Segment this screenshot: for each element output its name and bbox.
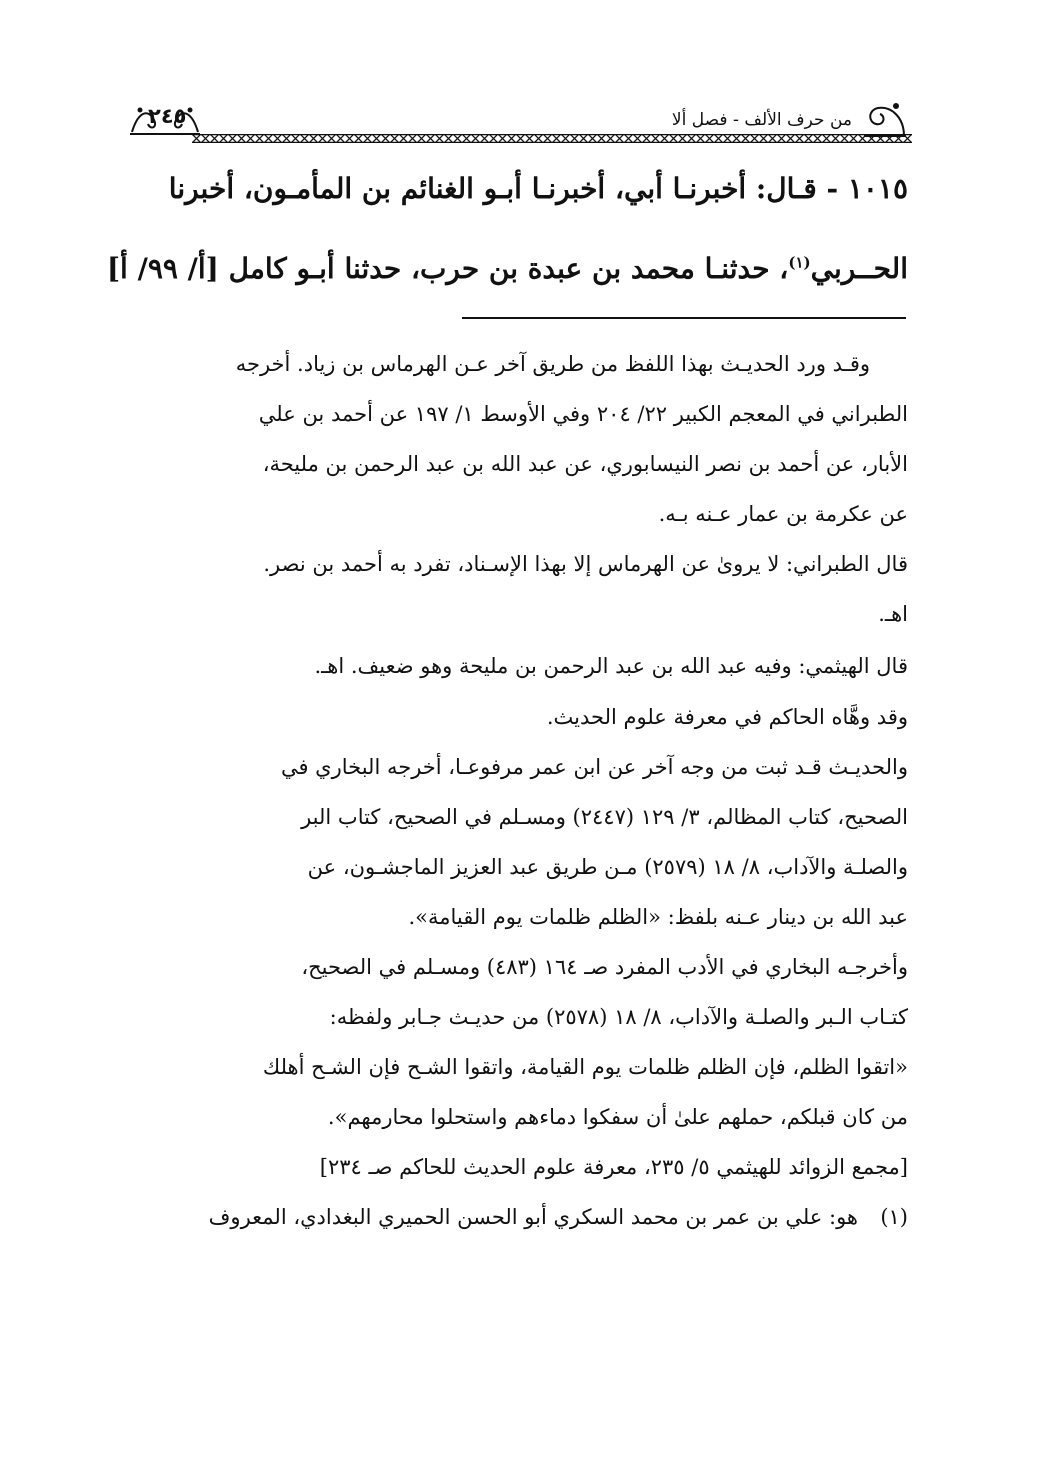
note-line-16: من كان قبلكم، حملهم علىٰ أن سفكوا دماءهم واستحلوا محارمهم».: [327, 1105, 908, 1129]
footnote-1: [133, 1205, 908, 1229]
running-title: من حرف الألف - فصل ألا: [671, 110, 852, 130]
note-line-8: وقد وهَّاه الحاكم في معرفة علوم الحديث.: [546, 705, 908, 729]
note-line-6: اهـ.: [878, 602, 908, 626]
page-number: ٢٤٥: [148, 104, 187, 128]
note-line-12: عبد الله بن دينار عـنه بلفظ: «الظلم ظلمات يوم القيامة».: [408, 905, 908, 929]
footnote-separator: [462, 317, 906, 319]
note-line-13: وأخرجـه البخاري في الأدب المفرد صـ ١٦٤ (٤٨٣) ومسـلم في الصحيح،: [301, 955, 908, 979]
note-line-15: «اتقوا الظلم، فإن الظلم ظلمات يوم القيامة، واتقوا الشـح فإن الشـح أهلك: [262, 1055, 908, 1079]
note-line-1: وقـد ورد الحديـث بهذا اللفظ من طريق آخر عـن الهرماس بن زياد. أخرجه: [235, 352, 870, 376]
header-corner-ornament-icon: [858, 100, 908, 138]
note-line-2: الطبراني في المعجم الكبير ٢٢/ ٢٠٤ وفي الأوسط ١/ ١٩٧ عن أحمد بن علي: [258, 402, 908, 426]
footnote-number: (١): [880, 1205, 908, 1229]
footnote-reference: (١): [788, 253, 811, 272]
note-line-7: قال الهيثمي: وفيه عبد الله بن عبد الرحمن بن مليحة وهو ضعيف. اهـ.: [314, 654, 908, 678]
note-line-9: والحديـث قـد ثبت من وجه آخر عن ابن عمر مرفوعـا، أخرجه البخاري في: [280, 755, 908, 779]
footnote-text: هو: علي بن عمر بن محمد السكري أبو الحسن الحميري البغدادي، المعروف: [208, 1205, 858, 1229]
note-line-14: كتـاب الـبر والصلـة والآداب، ٨/ ١٨ (٢٥٧٨) من حديـث جـابر ولفظه:: [329, 1005, 908, 1029]
main-line-1: ١٠١٥ - قـال: أخبرنـا أبي، أخبرنـا أبـو الغنائم بن المأمـون، أخبرنا: [168, 172, 908, 205]
note-line-5: قال الطبراني: لا يرویٰ عن الهرماس إلا بهذا الإسـناد، تفرد به أحمد بن نصر.: [263, 552, 908, 576]
running-header: [128, 100, 908, 148]
main-line-2: [106, 252, 908, 285]
main-line-2-end: ، حدثنـا محمد بن عبدة بن حرب، حدثنا أبـو كامل [أ/ ٩٩/ أ]: [106, 252, 789, 285]
note-line-4: عن عكرمة بن عمار عـنه بـه.: [658, 502, 908, 526]
note-line-17: [مجمع الزوائد للهيثمي ٥/ ٢٣٥، معرفة علوم الحديث للحاكم صـ ٢٣٤]: [319, 1155, 908, 1179]
note-line-11: والصلـة والآداب، ٨/ ١٨ (٢٥٧٩) مـن طريق عبد العزيز الماجشـون، عن: [307, 855, 908, 879]
header-rule-ornament-icon: [192, 134, 912, 143]
main-line-2-start: الحــربي: [810, 252, 908, 285]
note-line-3: الأبار، عن أحمد بن نصر النيسابوري، عن عبد الله بن عبد الرحمن بن مليحة،: [262, 452, 908, 476]
note-line-10: الصحيح، كتاب المظالم، ٣/ ١٢٩ (٢٤٤٧) ومسـلم في الصحيح، كتاب البر: [301, 805, 908, 829]
